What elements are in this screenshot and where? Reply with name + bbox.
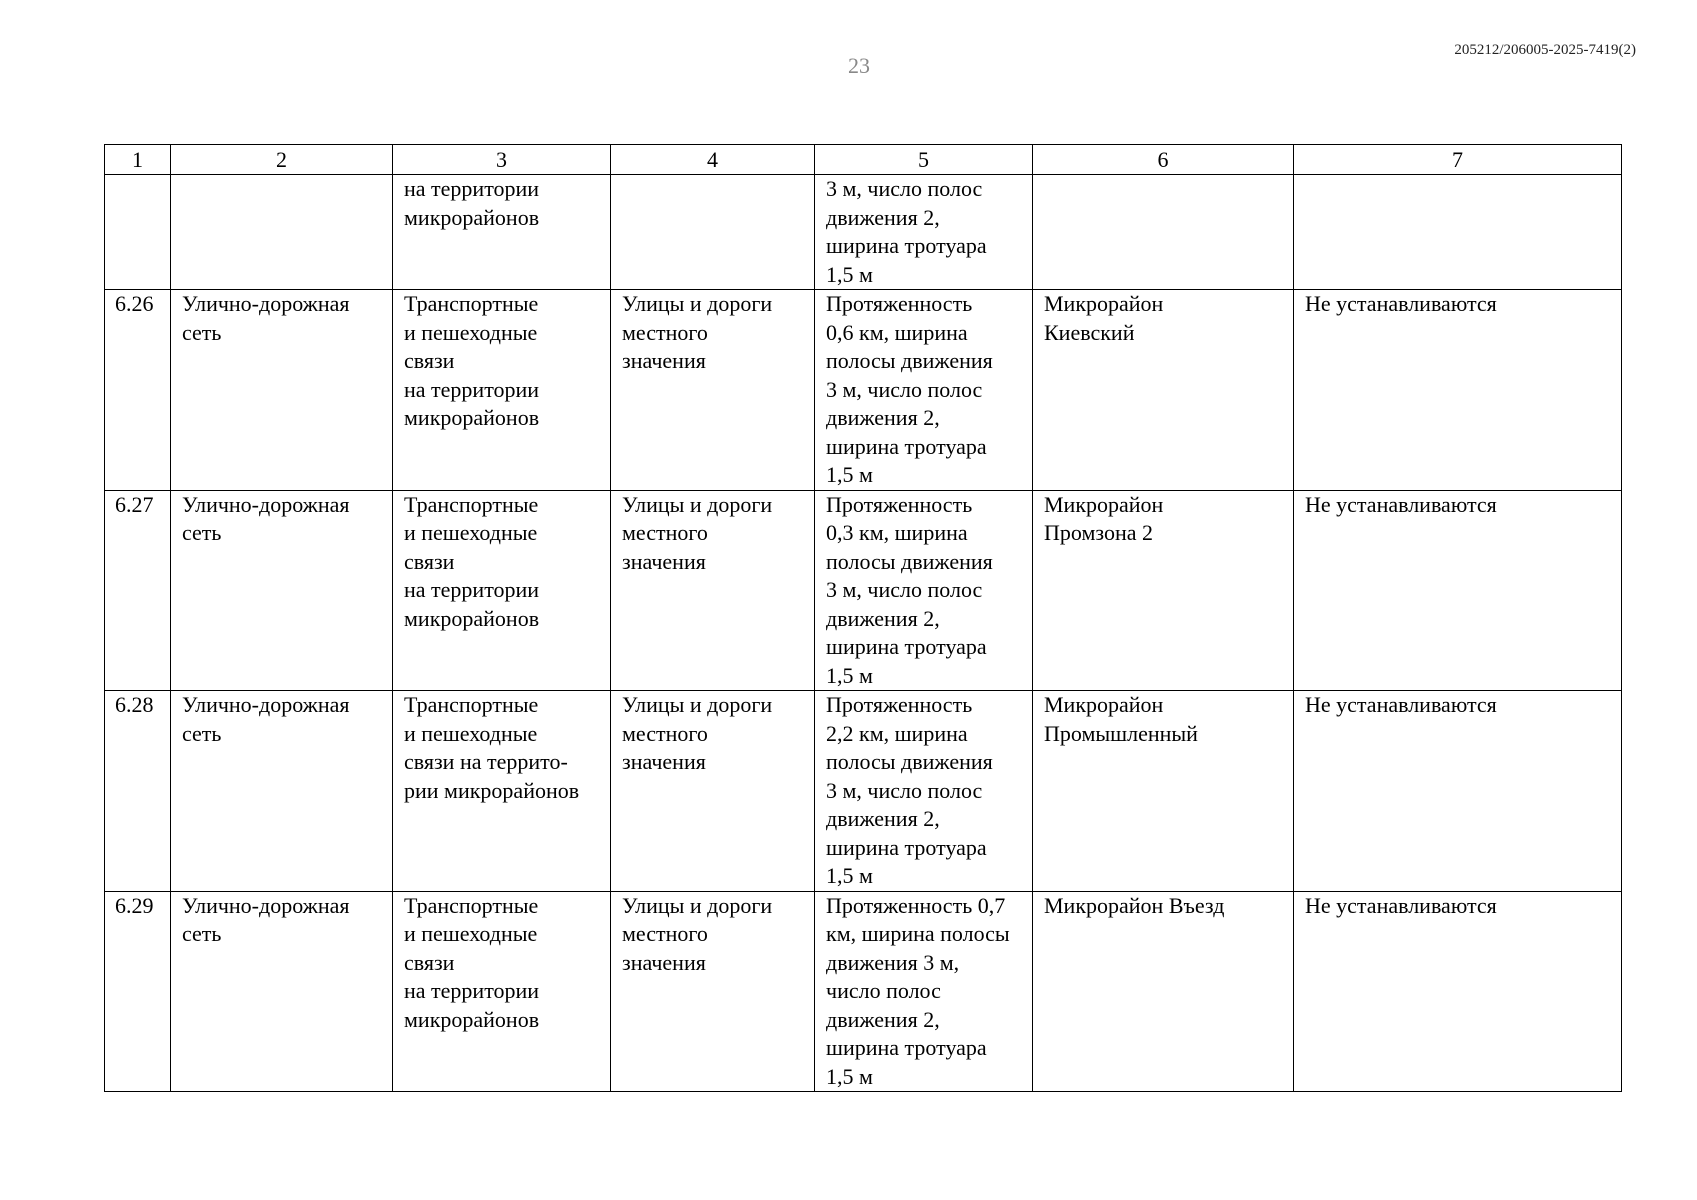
header-cell-7: 7 <box>1294 145 1622 175</box>
cell-zone-restrictions <box>1294 290 1622 491</box>
cell-text-line: 6.26 <box>115 291 154 316</box>
cell-zone-restrictions <box>1294 891 1622 1092</box>
cell-text-line: движения 3 м, <box>826 949 960 975</box>
cell-text-line: Протяженность 0,7 <box>826 892 1006 918</box>
table-row-continuation <box>105 175 1622 290</box>
cell-text-line: Протяженность <box>826 491 973 517</box>
cell-text-line: и пешеходные <box>404 921 538 946</box>
header-cell-3: 3 <box>393 145 611 175</box>
cell-text-line: Улицы и дороги <box>622 692 773 717</box>
cell-object-type <box>171 490 393 691</box>
cell-number <box>105 691 171 892</box>
header-cell-2: 2 <box>171 145 393 175</box>
cell-text-line: км, ширина полосы <box>826 921 1010 946</box>
cell-text-line: Транспортные <box>404 892 539 918</box>
cell-text-line: ширина тротуара <box>826 233 987 258</box>
cell-text-line: 6.29 <box>115 892 154 918</box>
cell-text-line: 0,3 км, ширина <box>826 520 968 545</box>
cell-text-line: 1,5 м <box>826 462 873 487</box>
cell-text-line: Микрорайон <box>1044 692 1164 717</box>
cell-text-line: Улично-дорожная <box>182 692 350 717</box>
cell-zone-restrictions <box>1294 490 1622 691</box>
cell-location <box>1033 290 1294 491</box>
cell-text-line: Транспортные <box>404 491 539 517</box>
cell-object-type <box>171 290 393 491</box>
cell-text-line: 3 м, число полос <box>826 376 983 402</box>
cell-characteristics <box>815 175 1033 290</box>
cell-text-line: движения 2, <box>826 405 940 430</box>
table-row <box>105 490 1622 691</box>
cell-zone-restrictions <box>1294 691 1622 892</box>
cell-text-line: значения <box>622 949 706 975</box>
cell-text-line: Микрорайон <box>1044 491 1164 517</box>
cell-text-line: сеть <box>182 319 222 345</box>
cell-text-line: число полос <box>826 978 941 1003</box>
cell-text-line: Не устанавливаются <box>1305 491 1497 517</box>
cell-text-line: и пешеходные <box>404 319 538 345</box>
table-row <box>105 891 1622 1092</box>
cell-text-line: 1,5 м <box>826 1063 873 1089</box>
cell-text-line: 1,5 м <box>826 261 873 287</box>
cell-text-line: движения 2, <box>826 806 940 831</box>
cell-text-line: 0,6 км, ширина <box>826 319 968 345</box>
cell-text-line: значения <box>622 548 706 574</box>
cell-text-line: Транспортные <box>404 692 539 717</box>
header-cell-5: 5 <box>815 145 1033 175</box>
cell-text-line: 6.27 <box>115 491 154 517</box>
cell-text-line: полосы движения <box>826 548 993 574</box>
cell-text-line: Улично-дорожная <box>182 892 350 918</box>
cell-text-line: Киевский <box>1044 319 1135 345</box>
cell-text-line: рии микрорайонов <box>404 777 580 803</box>
cell-text-line: ширина тротуара <box>826 1035 987 1060</box>
cell-text-line: Улично-дорожная <box>182 291 350 316</box>
table-row <box>105 691 1622 892</box>
cell-text-line: на территории <box>404 176 540 201</box>
cell-category <box>611 290 815 491</box>
cell-location <box>1033 691 1294 892</box>
cell-number <box>105 891 171 1092</box>
cell-text-line: микрорайонов <box>404 605 540 631</box>
cell-text-line: микрорайонов <box>404 204 540 230</box>
cell-text-line: местного <box>622 319 708 345</box>
cell-text-line: ширина тротуара <box>826 433 987 459</box>
cell-text-line: микрорайонов <box>404 405 540 430</box>
cell-text-line: Улично-дорожная <box>182 491 350 517</box>
cell-category <box>611 175 815 290</box>
cell-text-line: сеть <box>182 720 222 746</box>
cell-text-line: Транспортные <box>404 291 539 316</box>
cell-object-type <box>171 691 393 892</box>
cell-category <box>611 691 815 892</box>
cell-text-line: движения 2, <box>826 1006 940 1032</box>
cell-text-line: местного <box>622 520 708 545</box>
cell-text-line: на территории <box>404 376 540 402</box>
cell-text-line: 3 м, число полос <box>826 176 983 201</box>
cell-text-line: Не устанавливаются <box>1305 892 1497 918</box>
header-cell-1: 1 <box>105 145 171 175</box>
cell-location <box>1033 490 1294 691</box>
page-number: 23 <box>848 53 870 78</box>
cell-number <box>105 490 171 691</box>
cell-text-line: местного <box>622 921 708 946</box>
header-cell-4: 4 <box>611 145 815 175</box>
cell-text-line: Не устанавливаются <box>1305 692 1497 717</box>
cell-text-line: сеть <box>182 520 222 545</box>
header-row <box>105 145 1622 175</box>
cell-text-line: микрорайонов <box>404 1006 540 1032</box>
cell-text-line: ширина тротуара <box>826 634 987 659</box>
cell-text-line: движения 2, <box>826 605 940 631</box>
cell-text-line: 3 м, число полос <box>826 777 983 803</box>
cell-text-line: Улицы и дороги <box>622 291 773 316</box>
data-table <box>104 144 1622 1092</box>
cell-purpose <box>393 891 611 1092</box>
cell-location <box>1033 175 1294 290</box>
cell-characteristics <box>815 490 1033 691</box>
document-code: 205212/206005-2025-7419(2) <box>1454 42 1636 58</box>
cell-characteristics <box>815 290 1033 491</box>
cell-text-line: Не устанавливаются <box>1305 291 1497 316</box>
cell-category <box>611 490 815 691</box>
cell-text-line: связи <box>404 348 455 373</box>
cell-text-line: значения <box>622 749 706 774</box>
cell-text-line: связи <box>404 548 455 574</box>
header-cell-6: 6 <box>1033 145 1294 175</box>
cell-text-line: Улицы и дороги <box>622 491 773 517</box>
cell-text-line: Микрорайон <box>1044 291 1164 316</box>
cell-text-line: на территории <box>404 577 540 602</box>
cell-text-line: на территории <box>404 978 540 1003</box>
cell-text-line: Микрорайон Въезд <box>1044 892 1225 918</box>
cell-text-line: полосы движения <box>826 348 993 373</box>
cell-text-line: 2,2 км, ширина <box>826 720 968 746</box>
cell-text-line: Протяженность <box>826 291 973 316</box>
cell-category <box>611 891 815 1092</box>
cell-number <box>105 175 171 290</box>
cell-characteristics <box>815 691 1033 892</box>
cell-text-line: 1,5 м <box>826 662 873 688</box>
cell-text-line: ширина тротуара <box>826 834 987 860</box>
cell-number <box>105 290 171 491</box>
cell-purpose <box>393 691 611 892</box>
cell-text-line: Улицы и дороги <box>622 892 773 918</box>
cell-zone-restrictions <box>1294 175 1622 290</box>
table-row <box>105 290 1622 491</box>
cell-purpose <box>393 290 611 491</box>
cell-text-line: Промзона 2 <box>1044 520 1153 545</box>
cell-text-line: связи на террито- <box>404 749 568 774</box>
cell-text-line: 6.28 <box>115 692 154 717</box>
cell-text-line: местного <box>622 720 708 746</box>
cell-text-line: Промышленный <box>1044 720 1198 746</box>
cell-text-line: Протяженность <box>826 692 973 717</box>
cell-text-line: значения <box>622 348 706 373</box>
cell-purpose <box>393 175 611 290</box>
cell-text-line: движения 2, <box>826 204 940 230</box>
cell-text-line: полосы движения <box>826 749 993 774</box>
cell-purpose <box>393 490 611 691</box>
cell-characteristics <box>815 891 1033 1092</box>
cell-object-type <box>171 175 393 290</box>
cell-location <box>1033 891 1294 1092</box>
cell-text-line: 1,5 м <box>826 863 873 888</box>
cell-text-line: связи <box>404 949 455 975</box>
cell-object-type <box>171 891 393 1092</box>
cell-text-line: сеть <box>182 921 222 946</box>
table-body <box>105 145 1622 1092</box>
cell-text-line: 3 м, число полос <box>826 577 983 602</box>
cell-text-line: и пешеходные <box>404 520 538 545</box>
cell-text-line: и пешеходные <box>404 720 538 746</box>
